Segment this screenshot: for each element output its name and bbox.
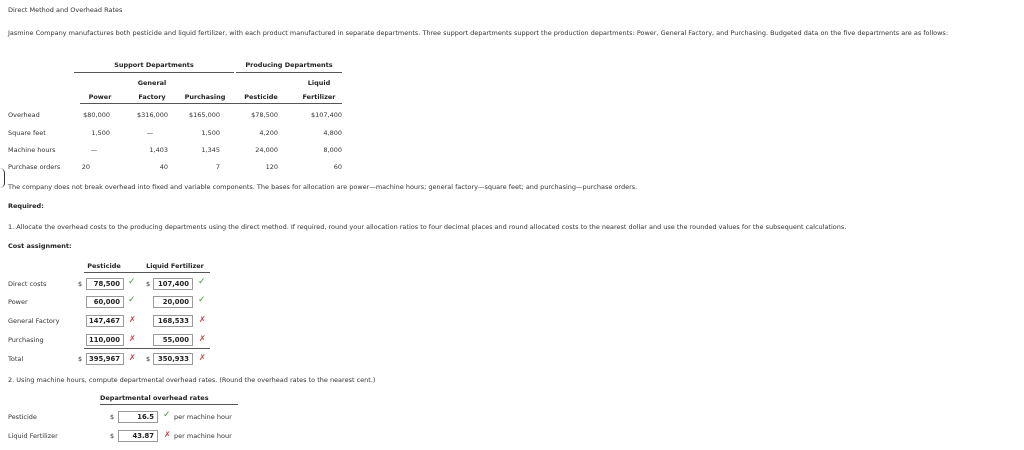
producing-group-rule xyxy=(236,72,342,73)
dollar-sign: $ xyxy=(110,432,115,440)
budget-cell-purchasing: 1,500 xyxy=(201,129,220,137)
cross-icon: ✗ xyxy=(199,315,206,324)
ca-row-label: General Factory xyxy=(8,317,60,325)
dollar-sign: $ xyxy=(110,413,115,421)
rates-header-rule xyxy=(100,404,238,405)
cross-icon: ✗ xyxy=(199,334,206,343)
dollar-sign: $ xyxy=(78,355,83,363)
rates-heading: Departmental overhead rates xyxy=(100,394,209,402)
check-icon: ✓ xyxy=(128,295,136,305)
rates-row-label: Liquid Fertilizer xyxy=(8,432,58,440)
pesticide-rate-input[interactable]: 16.5 xyxy=(118,411,158,423)
ca-col-liquid: Liquid Fertilizer xyxy=(146,262,204,270)
pesticide-total-input[interactable]: 395,967 xyxy=(86,353,124,365)
budget-cell-pesticide: $78,500 xyxy=(251,111,278,119)
ca-header-rule xyxy=(84,272,210,273)
pesticide-general-factory-input[interactable]: 147,467 xyxy=(86,315,124,327)
col-power: Power xyxy=(88,93,112,101)
dollar-sign: $ xyxy=(78,280,83,288)
budget-cell-power: $80,000 xyxy=(83,111,110,119)
budget-cell-purchasing: 7 xyxy=(215,163,220,171)
dollar-sign: $ xyxy=(146,280,151,288)
cost-assignment-heading: Cost assignment: xyxy=(8,242,72,250)
col-liquid-line1: Liquid xyxy=(307,79,331,87)
pesticide-purchasing-input[interactable]: 110,000 xyxy=(86,334,124,346)
budget-cell-pesticide: 4,200 xyxy=(259,129,278,137)
pesticide-power-input[interactable]: 60,000 xyxy=(86,296,124,308)
ca-row-label: Direct costs xyxy=(8,280,47,288)
budget-row-label: Purchase orders xyxy=(8,163,61,171)
support-group-rule xyxy=(74,72,234,73)
dollar-sign: $ xyxy=(146,355,151,363)
budget-cell-general: 1,403 xyxy=(149,146,168,154)
cross-icon: ✗ xyxy=(164,430,171,439)
col-purchasing: Purchasing xyxy=(184,93,226,101)
required-label: Required: xyxy=(8,202,44,210)
check-icon: ✓ xyxy=(163,410,171,420)
ca-row-label: Purchasing xyxy=(8,336,44,344)
col-general-line1: General xyxy=(137,79,167,87)
budget-row-label: Machine hours xyxy=(8,146,56,154)
total-rule xyxy=(84,348,210,349)
budget-cell-power: — xyxy=(90,146,98,154)
col-liquid-line2: Fertilizer xyxy=(302,93,336,101)
allocation-note: The company does not break overhead into fixed and variable components. The bases for allocation are power—machine hours; general factory—square feet; and purchasing—purchase orders. xyxy=(8,183,638,191)
budget-cell-power: 1,500 xyxy=(91,129,110,137)
cross-icon: ✗ xyxy=(129,334,136,343)
col-pesticide: Pesticide xyxy=(244,93,278,101)
budget-cell-liquid: 8,000 xyxy=(323,146,342,154)
budget-cell-liquid: 4,800 xyxy=(323,129,342,137)
liquid-total-input[interactable]: 350,933 xyxy=(153,353,193,365)
header-rule xyxy=(80,103,342,104)
support-departments-header: Support Departments xyxy=(114,61,194,69)
rate-unit: per machine hour xyxy=(174,413,232,421)
budget-cell-general: — xyxy=(146,129,154,137)
budget-row-label: Overhead xyxy=(8,111,40,119)
budget-cell-general: $316,000 xyxy=(136,111,168,119)
liquid-power-input[interactable]: 20,000 xyxy=(153,296,193,308)
ca-col-pesticide: Pesticide xyxy=(87,262,121,270)
check-icon: ✓ xyxy=(198,295,206,305)
intro-text: Jasmine Company manufactures both pesticide and liquid fertilizer, with each product manufactured in separate departments. Three support departments support the production departments: Power, General Factory, and Purchasing. Budgeted data on the five departments are as follows: xyxy=(8,29,949,37)
ca-row-label: Total xyxy=(8,355,24,363)
rate-unit: per machine hour xyxy=(174,432,232,440)
rates-row-label: Pesticide xyxy=(8,413,37,421)
liquid-fertilizer-rate-input[interactable]: 43.87 xyxy=(118,430,158,442)
liquid-direct-costs-input[interactable]: 107,400 xyxy=(153,278,193,290)
left-bracket xyxy=(0,168,5,188)
col-general-line2: Factory xyxy=(138,93,166,101)
cross-icon: ✗ xyxy=(129,353,136,362)
check-icon: ✓ xyxy=(198,277,206,287)
pesticide-direct-costs-input[interactable]: 78,500 xyxy=(86,278,124,290)
ca-row-label: Power xyxy=(8,298,28,306)
question-2: 2. Using machine hours, compute departmental overhead rates. (Round the overhead rates to the nearest cent.) xyxy=(8,376,376,384)
budget-row-label: Square feet xyxy=(8,129,46,137)
liquid-purchasing-input[interactable]: 55,000 xyxy=(153,334,193,346)
page-title: Direct Method and Overhead Rates xyxy=(8,6,123,14)
budget-cell-power: 20 xyxy=(81,163,90,171)
budget-cell-liquid: 60 xyxy=(333,163,342,171)
producing-departments-header: Producing Departments xyxy=(245,61,333,69)
cross-icon: ✗ xyxy=(199,353,206,362)
check-icon: ✓ xyxy=(128,277,136,287)
budget-cell-liquid: $107,400 xyxy=(310,111,342,119)
question-1: 1. Allocate the overhead costs to the producing departments using the direct method. If required, round your allocation ratios to four decimal places and round allocated costs to the nearest dollar and use the rounded values for the subsequent calculations. xyxy=(8,223,847,231)
budget-cell-purchasing: $165,000 xyxy=(188,111,220,119)
budget-cell-general: 40 xyxy=(159,163,168,171)
budget-cell-pesticide: 120 xyxy=(265,163,278,171)
liquid-general-factory-input[interactable]: 168,533 xyxy=(153,315,193,327)
budget-cell-purchasing: 1,345 xyxy=(201,146,220,154)
cross-icon: ✗ xyxy=(129,315,136,324)
budget-cell-pesticide: 24,000 xyxy=(255,146,278,154)
